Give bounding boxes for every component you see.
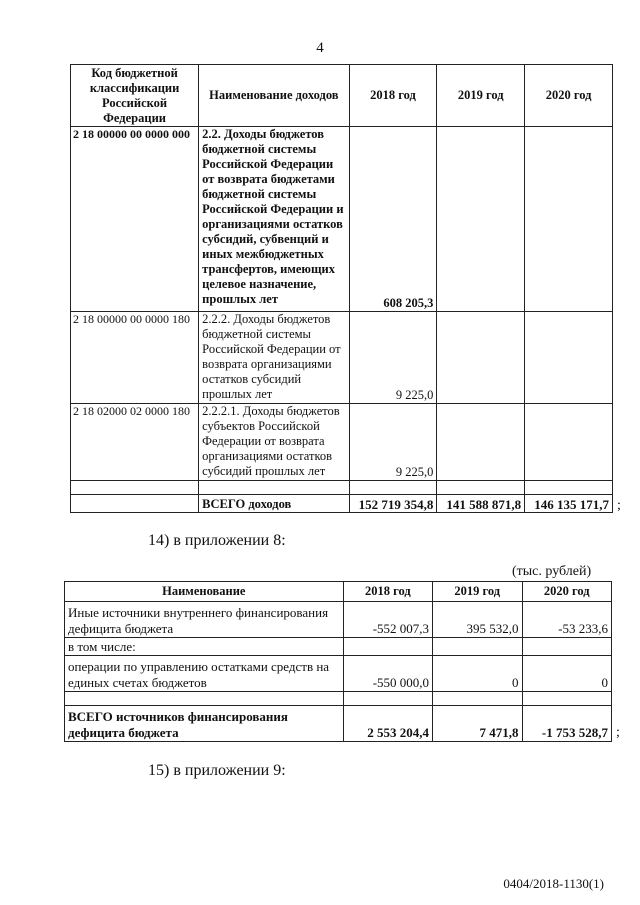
financing-table <box>64 581 612 742</box>
row-2020: 0 <box>522 656 612 692</box>
table-row <box>71 127 613 312</box>
row-name: в том числе: <box>65 638 344 656</box>
total-label: ВСЕГО источников финансирования дефицита бюджета <box>65 706 344 742</box>
header-2020: 2020 год <box>525 65 613 127</box>
document-code: 0404/2018-1130(1) <box>503 876 604 891</box>
header-2020: 2020 год <box>522 582 612 602</box>
header-2019: 2019 год <box>437 65 525 127</box>
empty-row <box>65 692 612 706</box>
total-row <box>65 706 612 742</box>
row-name: 2.2.2.1. Доходы бюджетов субъектов Российской Федерации от возврата организациями остатков субсидий прошлых лет <box>199 404 349 481</box>
header-name: Наименование <box>65 582 344 602</box>
page-number: 4 <box>316 40 324 56</box>
total-2019: 7 471,8 <box>433 706 522 742</box>
row-name: 2.2.2. Доходы бюджетов бюджетной системы Российской Федерации от возврата организациями остатков субсидий прошлых лет <box>199 312 349 404</box>
units-label: (тыс. рублей) <box>512 564 592 579</box>
row-2018: 9 225,0 <box>349 312 437 404</box>
table-row <box>65 602 612 638</box>
financing-table-header <box>65 582 612 602</box>
row-2018: -552 007,3 <box>343 602 432 638</box>
row-name: Иные источники внутреннего финансирования дефицита бюджета <box>65 602 344 638</box>
row-name: 2.2. Доходы бюджетов бюджетной системы Российской Федерации от возврата бюджетами бюджетной системы Российской Федерации и организациями остатков субсидий, субвенций и иных межбюджетных трансфертов, имеющих целевое назначение, прошлых лет <box>199 127 349 312</box>
header-name: Наименование доходов <box>199 65 349 127</box>
row-2019 <box>437 312 525 404</box>
total-2018: 152 719 354,8 <box>349 495 437 513</box>
row-name: операции по управлению остатками средств на единых счетах бюджетов <box>65 656 344 692</box>
total-2018: 2 553 204,4 <box>343 706 432 742</box>
row-code: 2 18 00000 00 0000 000 <box>71 127 199 312</box>
table2-end-mark: ; <box>616 725 620 740</box>
header-2019: 2019 год <box>433 582 522 602</box>
table1-end-mark: ; <box>617 498 621 513</box>
table-row <box>71 404 613 481</box>
total-2020: 146 135 171,7 <box>525 495 613 513</box>
total-row <box>71 495 613 513</box>
header-2018: 2018 год <box>343 582 432 602</box>
row-2018: 9 225,0 <box>349 404 437 481</box>
row-2018: -550 000,0 <box>343 656 432 692</box>
section-14-heading: 14) в приложении 8: <box>148 532 286 549</box>
header-2018: 2018 год <box>349 65 437 127</box>
total-label: ВСЕГО доходов <box>199 495 349 513</box>
table-row <box>65 638 612 656</box>
row-2020 <box>522 638 612 656</box>
row-2020 <box>525 127 613 312</box>
row-2020 <box>525 312 613 404</box>
row-2019 <box>437 127 525 312</box>
row-code: 2 18 00000 00 0000 180 <box>71 312 199 404</box>
section-15-heading: 15) в приложении 9: <box>148 762 286 779</box>
row-2020: -53 233,6 <box>522 602 612 638</box>
total-2020: -1 753 528,7 <box>522 706 612 742</box>
row-code: 2 18 02000 02 0000 180 <box>71 404 199 481</box>
row-2018: 608 205,3 <box>349 127 437 312</box>
header-code: Код бюджетной классификации Российской Федерации <box>71 65 199 127</box>
empty-row <box>71 481 613 495</box>
revenue-table <box>70 64 613 513</box>
table-row <box>65 656 612 692</box>
row-2018 <box>343 638 432 656</box>
row-2019: 395 532,0 <box>433 602 522 638</box>
row-2019 <box>433 638 522 656</box>
revenue-table-header <box>71 65 613 127</box>
table-row <box>71 312 613 404</box>
row-2020 <box>525 404 613 481</box>
row-2019 <box>437 404 525 481</box>
total-2019: 141 588 871,8 <box>437 495 525 513</box>
row-2019: 0 <box>433 656 522 692</box>
